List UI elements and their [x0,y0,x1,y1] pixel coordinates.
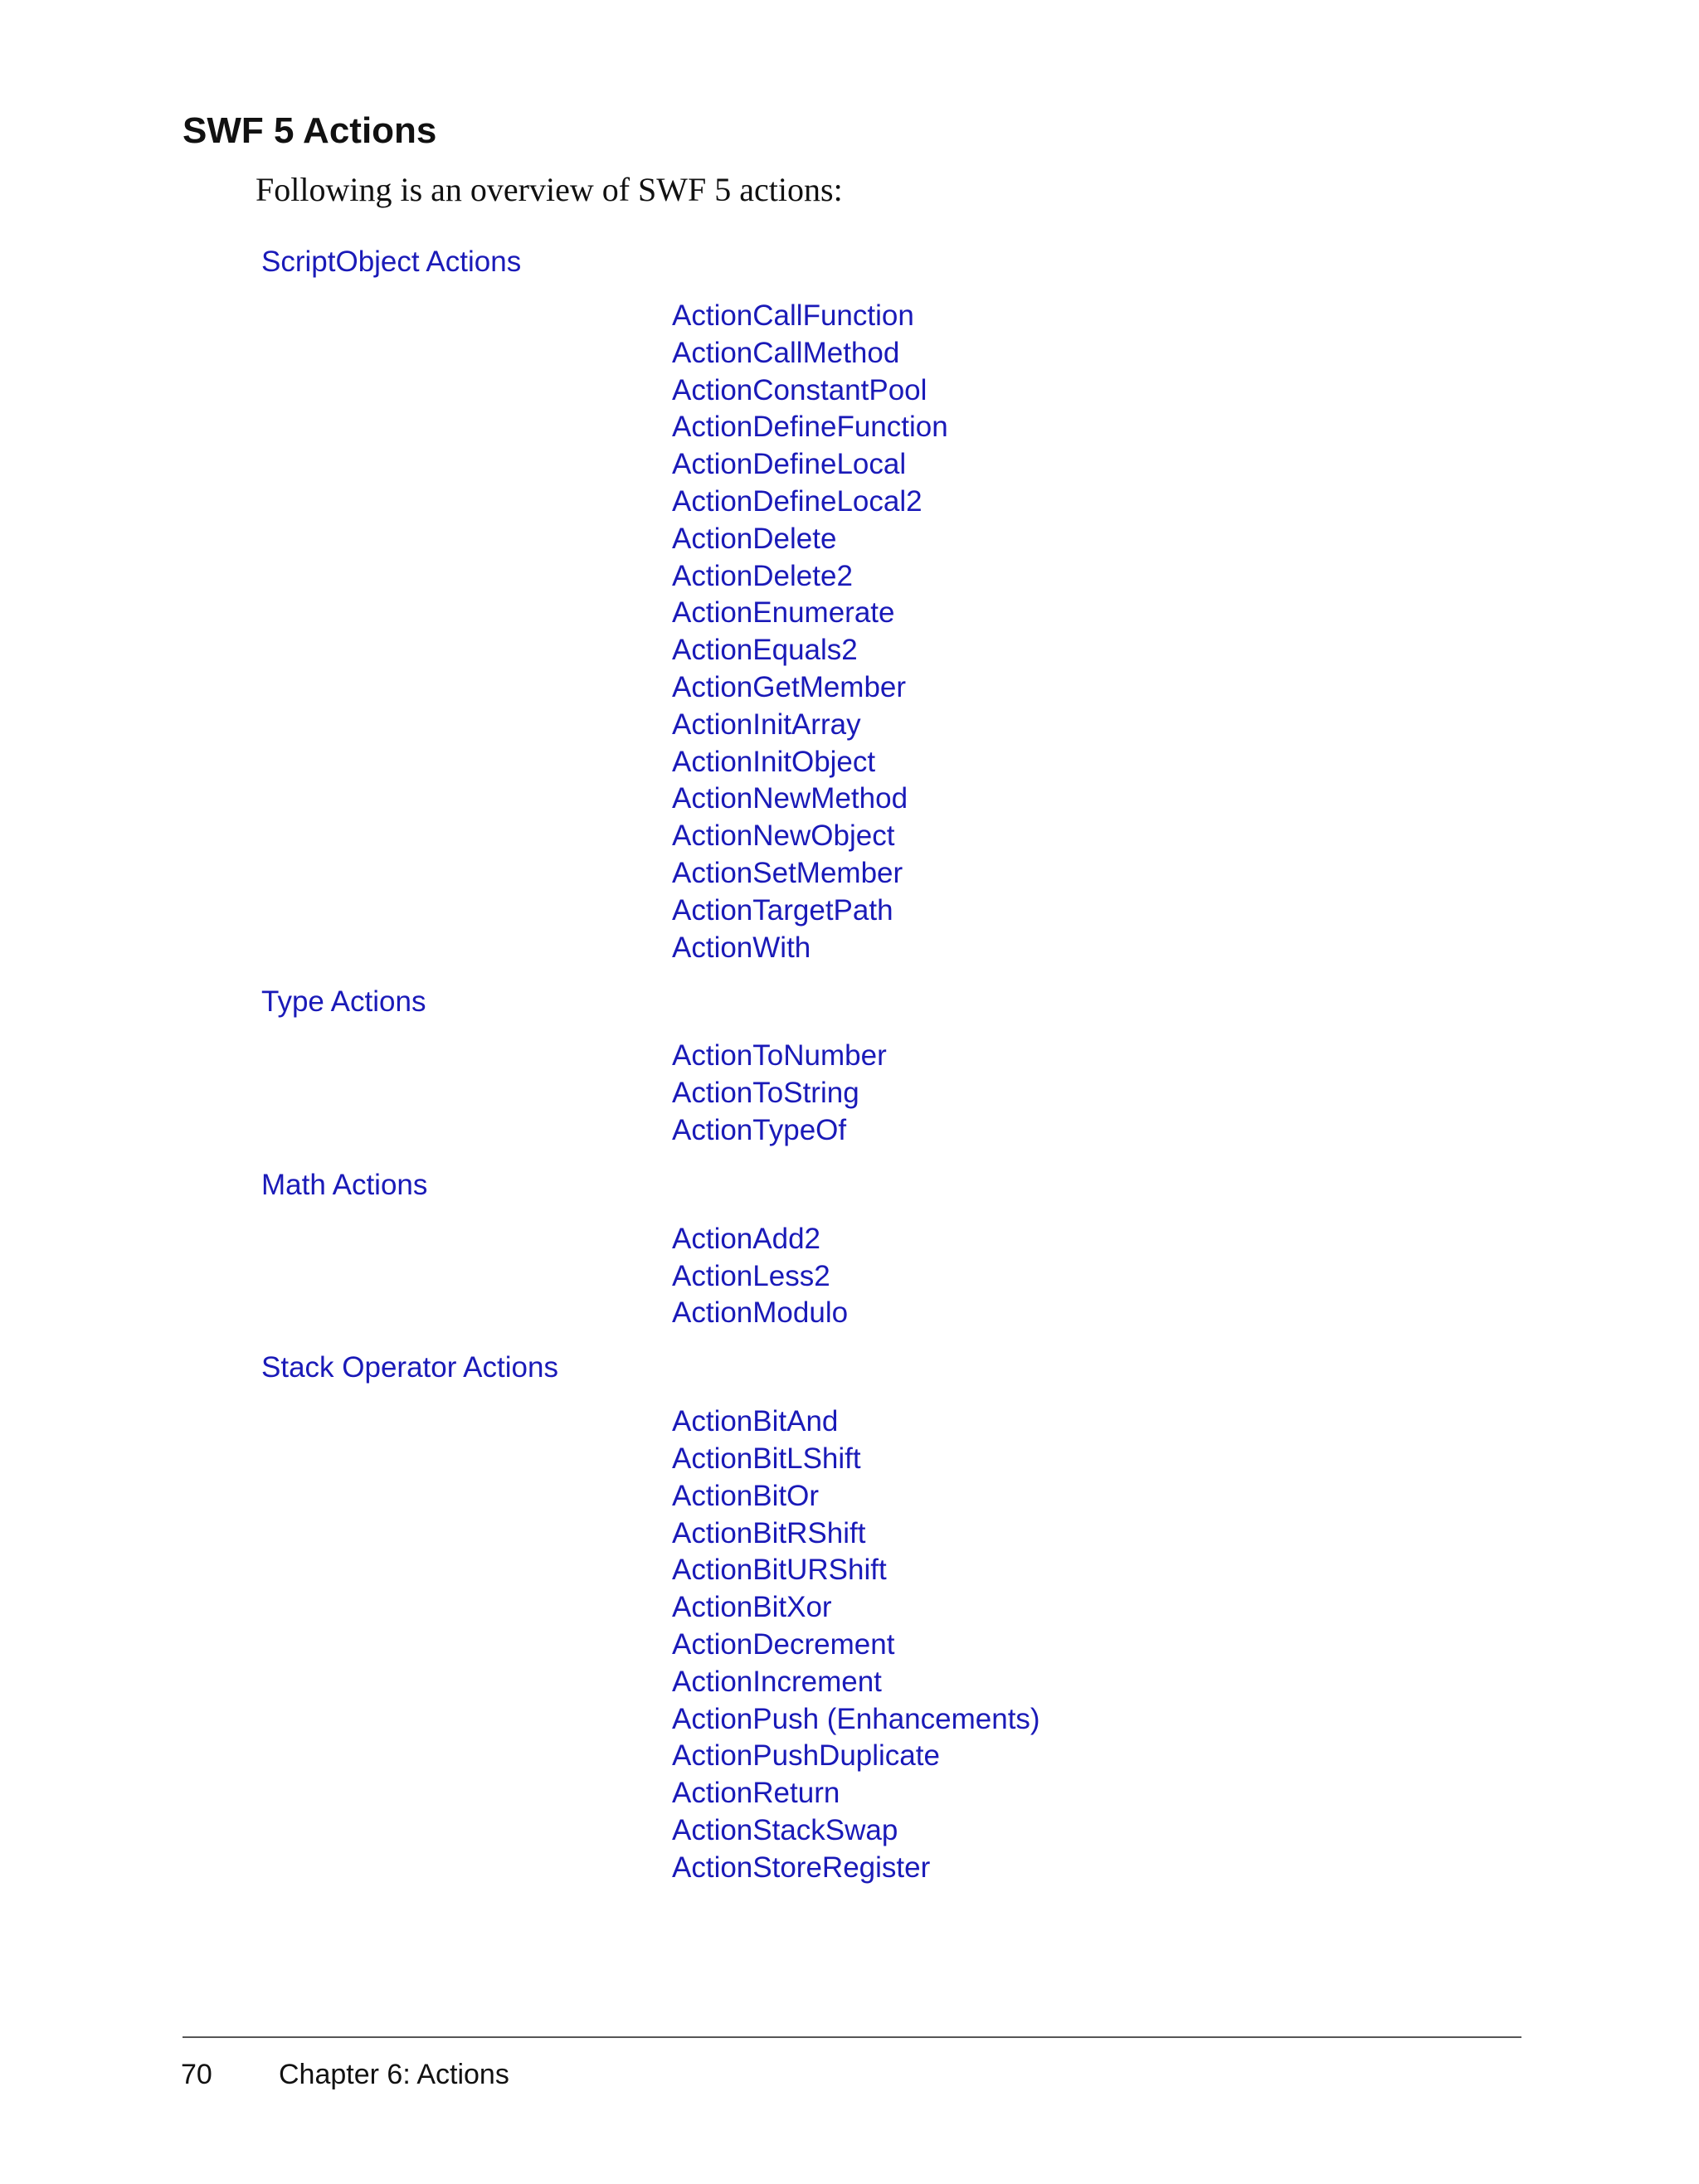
action-link[interactable]: ActionStoreRegister [672,1851,931,1884]
action-link[interactable]: ActionNewMethod [672,782,908,815]
action-link[interactable]: ActionBitXor [672,1591,832,1624]
action-link[interactable]: ActionPush (Enhancements) [672,1702,1040,1735]
action-link[interactable]: ActionConstantPool [672,373,927,406]
action-link[interactable]: ActionLess2 [672,1259,830,1292]
action-link[interactable]: ActionTargetPath [672,893,893,927]
section-type-actions [0,984,1699,1149]
action-link[interactable]: ActionBitURShift [672,1554,887,1587]
section-title-link[interactable]: Stack Operator Actions [261,1351,558,1384]
page-number: 70 [181,2059,212,2090]
action-link[interactable]: ActionDecrement [672,1627,895,1661]
action-link[interactable]: ActionEnumerate [672,596,895,630]
action-link[interactable]: ActionReturn [672,1777,840,1810]
footer-divider [183,2036,1521,2038]
action-link[interactable]: ActionCallMethod [672,336,900,369]
section-math-actions [0,1167,1699,1332]
action-list [672,298,1699,966]
action-link[interactable]: ActionDelete2 [672,559,853,592]
action-link[interactable]: ActionBitAnd [672,1405,839,1438]
action-link[interactable]: ActionInitArray [672,708,861,741]
page-heading: SWF 5 Actions [183,110,437,151]
action-link[interactable]: ActionAdd2 [672,1222,821,1255]
action-link[interactable]: ActionWith [672,931,811,964]
action-link[interactable]: ActionModulo [672,1296,849,1330]
action-link[interactable]: ActionInitObject [672,745,876,778]
action-link[interactable]: ActionStackSwap [672,1813,898,1846]
action-link[interactable]: ActionIncrement [672,1665,882,1698]
section-title-link[interactable]: ScriptObject Actions [261,246,522,278]
action-link[interactable]: ActionToNumber [672,1039,887,1073]
section-stack-operator-actions [0,1350,1699,1886]
section-title-link[interactable]: Math Actions [261,1168,428,1201]
action-link[interactable]: ActionDefineFunction [672,411,948,444]
action-link[interactable]: ActionBitRShift [672,1516,866,1549]
action-link[interactable]: ActionGetMember [672,670,907,703]
action-link[interactable]: ActionDelete [672,522,837,555]
action-link[interactable]: ActionCallFunction [672,299,914,332]
action-link[interactable]: ActionDefineLocal2 [672,484,923,518]
chapter-label: Chapter 6: Actions [279,2059,509,2090]
section-scriptobject-actions [0,244,1699,966]
actions-overview-list [0,244,1699,1904]
action-link[interactable]: ActionBitOr [672,1479,819,1512]
action-link[interactable]: ActionEquals2 [672,634,858,667]
action-link[interactable]: ActionToString [672,1077,859,1110]
action-link[interactable]: ActionDefineLocal [672,448,907,481]
action-link[interactable]: ActionTypeOf [672,1113,847,1146]
action-list [672,1403,1699,1886]
intro-paragraph: Following is an overview of SWF 5 actions: [256,171,843,208]
action-link[interactable]: ActionPushDuplicate [672,1739,940,1773]
section-title-link[interactable]: Type Actions [261,985,426,1019]
action-list [672,1038,1699,1149]
action-list [672,1221,1699,1332]
action-link[interactable]: ActionNewObject [672,820,895,853]
action-link[interactable]: ActionSetMember [672,856,903,889]
action-link[interactable]: ActionBitLShift [672,1442,861,1475]
